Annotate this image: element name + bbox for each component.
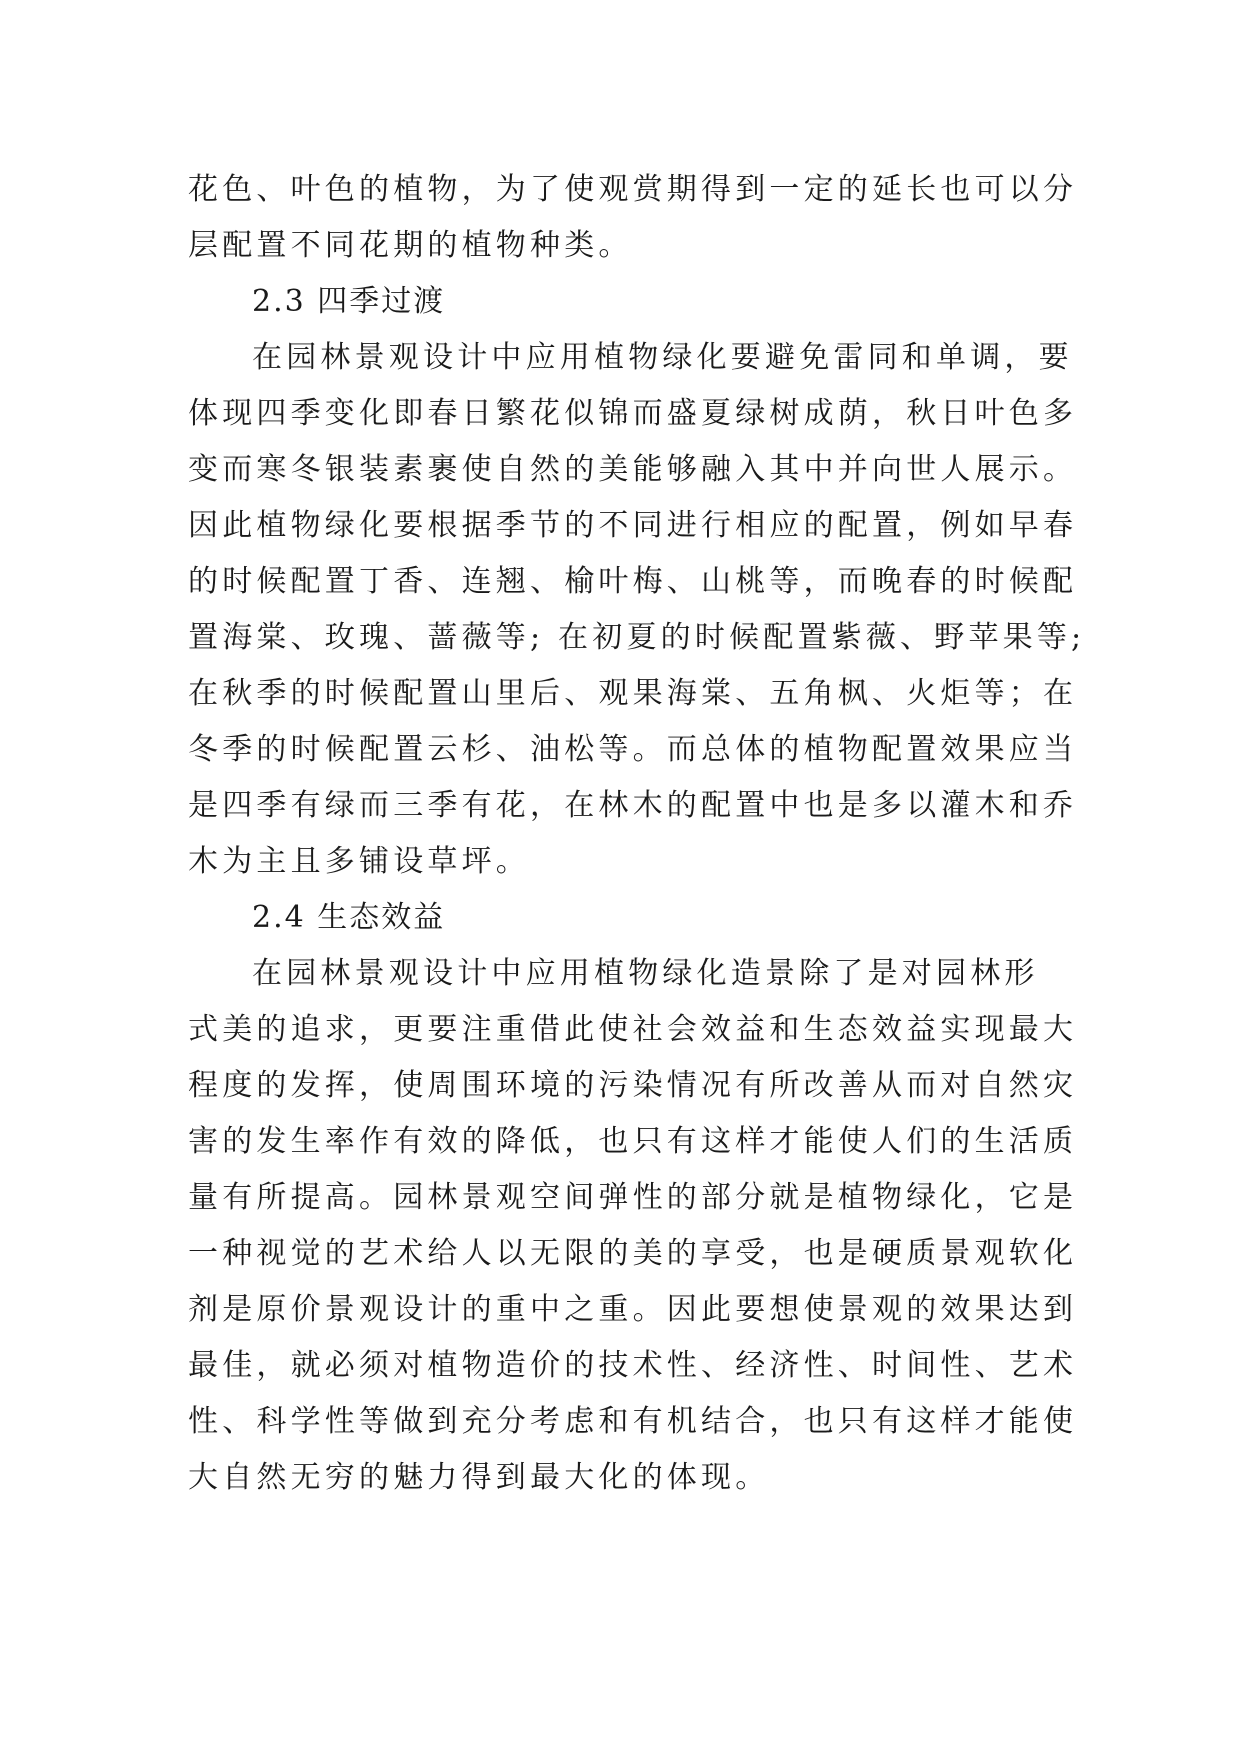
- text-line: 大自然无穷的魅力得到最大化的体现。: [188, 1460, 770, 1495]
- text-line: 程度的发挥，使周围环境的污染情况有所改善从而对自然灾: [188, 1068, 1078, 1103]
- text-line: 量有所提高。园林景观空间弹性的部分就是植物绿化，它是: [188, 1180, 1078, 1215]
- text-line: 式美的追求，更要注重借此使社会效益和生态效益实现最大: [188, 1012, 1078, 1047]
- text-line: 一种视觉的艺术给人以无限的美的享受，也是硬质景观软化: [188, 1236, 1078, 1271]
- text-line: 的时候配置丁香、连翘、榆叶梅、山桃等，而晚春的时候配: [188, 564, 1078, 599]
- text-line: 层配置不同花期的植物种类。: [188, 228, 633, 263]
- text-line: 体现四季变化即春日繁花似锦而盛夏绿树成荫，秋日叶色多: [188, 396, 1078, 431]
- text-line: 最佳，就必须对植物造价的技术性、经济性、时间性、艺术: [188, 1348, 1078, 1383]
- section-heading: 2.4 生态效益: [252, 900, 446, 935]
- text-line: 是四季有绿而三季有花，在林木的配置中也是多以灌木和乔: [188, 788, 1078, 823]
- paragraph-first-line: 在园林景观设计中应用植物绿化造景除了是对园林形: [252, 956, 1039, 991]
- text-line: 花色、叶色的植物，为了使观赏期得到一定的延长也可以分: [188, 172, 1078, 207]
- text-line: 性、科学性等做到充分考虑和有机结合，也只有这样才能使: [188, 1404, 1078, 1439]
- paragraph-first-line: 在园林景观设计中应用植物绿化要避免雷同和单调，要: [252, 340, 1073, 375]
- text-line: 剂是原价景观设计的重中之重。因此要想使景观的效果达到: [188, 1292, 1078, 1327]
- body-text: [188, 162, 1086, 1506]
- text-line: 在秋季的时候配置山里后、观果海棠、五角枫、火炬等；在: [188, 676, 1078, 711]
- text-line: 木为主且多铺设草坪。: [188, 844, 530, 879]
- text-line: 冬季的时候配置云杉、油松等。而总体的植物配置效果应当: [188, 732, 1078, 767]
- text-line: 置海棠、玫瑰、蔷薇等; 在初夏的时候配置紫薇、野苹果等;: [188, 620, 1086, 655]
- section-heading: 2.3 四季过渡: [252, 284, 446, 319]
- text-line: 害的发生率作有效的降低，也只有这样才能使人们的生活质: [188, 1124, 1078, 1159]
- text-line: 变而寒冬银装素裹使自然的美能够融入其中并向世人展示。: [188, 452, 1078, 487]
- text-line: 因此植物绿化要根据季节的不同进行相应的配置，例如早春: [188, 508, 1078, 543]
